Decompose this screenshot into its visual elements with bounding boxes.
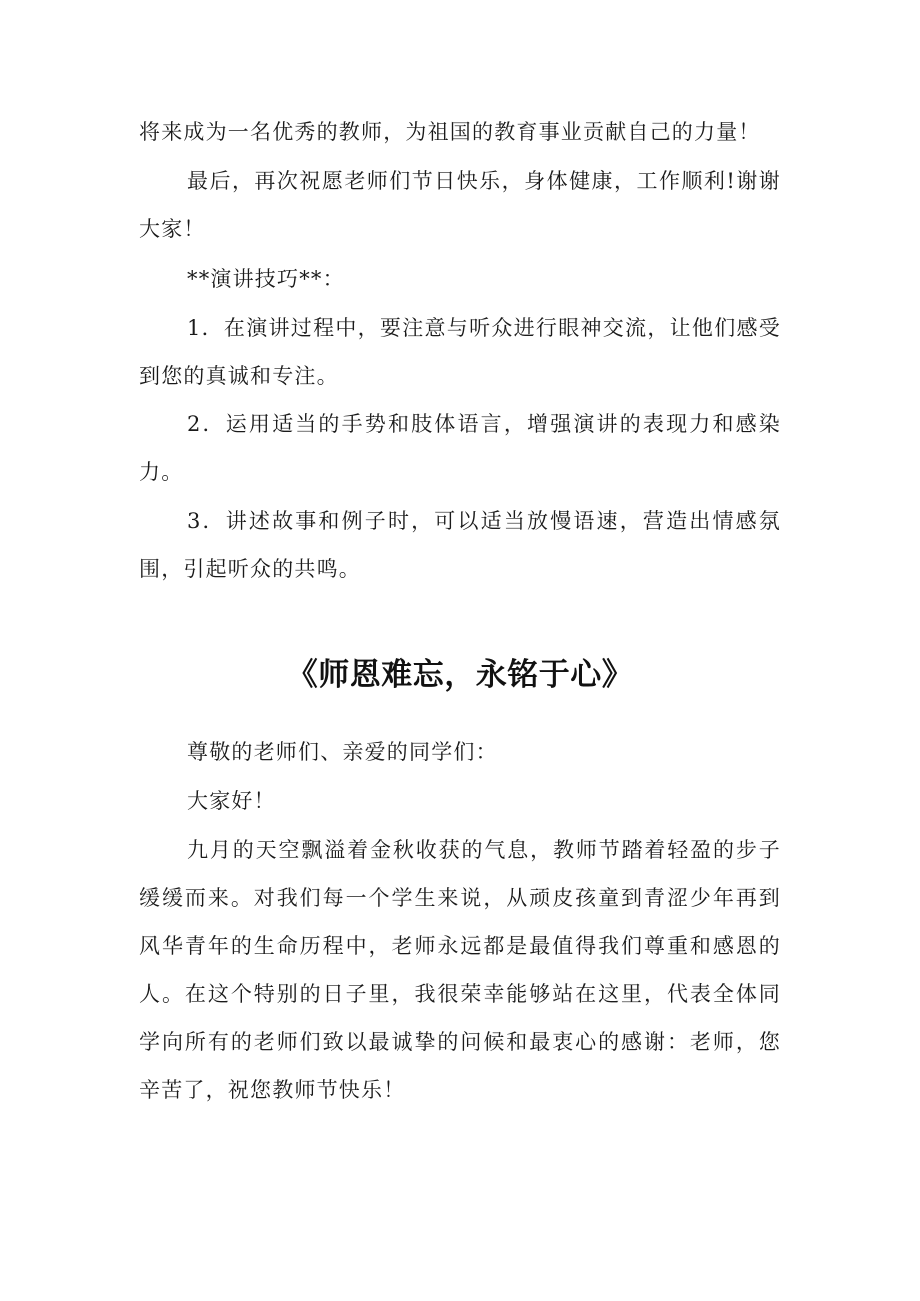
paragraph-greeting: 大家好！	[187, 789, 276, 813]
paragraph-speech-tips-heading: **演讲技巧**：	[187, 267, 345, 291]
paragraph-final-wishes: 最后，再次祝愿老师们节日快乐，身体健康，工作顺利!谢谢大家！	[139, 169, 781, 241]
paragraph-tip-2: 2．运用适当的手势和肢体语言，增强演讲的表现力和感染力。	[139, 412, 781, 484]
speech-title: 《师恩难忘，永铭于心》	[286, 657, 634, 693]
paragraph-body: 九月的天空飘溢着金秋收获的气息，教师节踏着轻盈的步子缓缓而来。对我们每一个学生来说，从顽皮孩童到青涩少年再到风华青年的生命历程中，老师永远都是最值得我们尊重和感恩的人。在这个特别的日子里，我很荣幸能够站在这里，代表全体同学向所有的老师们致以最诚挚的问候和最衷心的感谢：老师，您辛苦了，祝您教师节快乐！	[139, 838, 781, 1102]
paragraph-tip-3: 3．讲述故事和例子时，可以适当放慢语速，营造出情感氛围，引起听众的共鸣。	[139, 509, 781, 581]
paragraph-salutation: 尊敬的老师们、亲爱的同学们：	[187, 740, 498, 764]
paragraph-closing-line: 将来成为一名优秀的教师，为祖国的教育事业贡献自己的力量！	[139, 120, 761, 144]
paragraph-tip-1: 1．在演讲过程中，要注意与听众进行眼神交流，让他们感受到您的真诚和专注。	[139, 316, 781, 388]
